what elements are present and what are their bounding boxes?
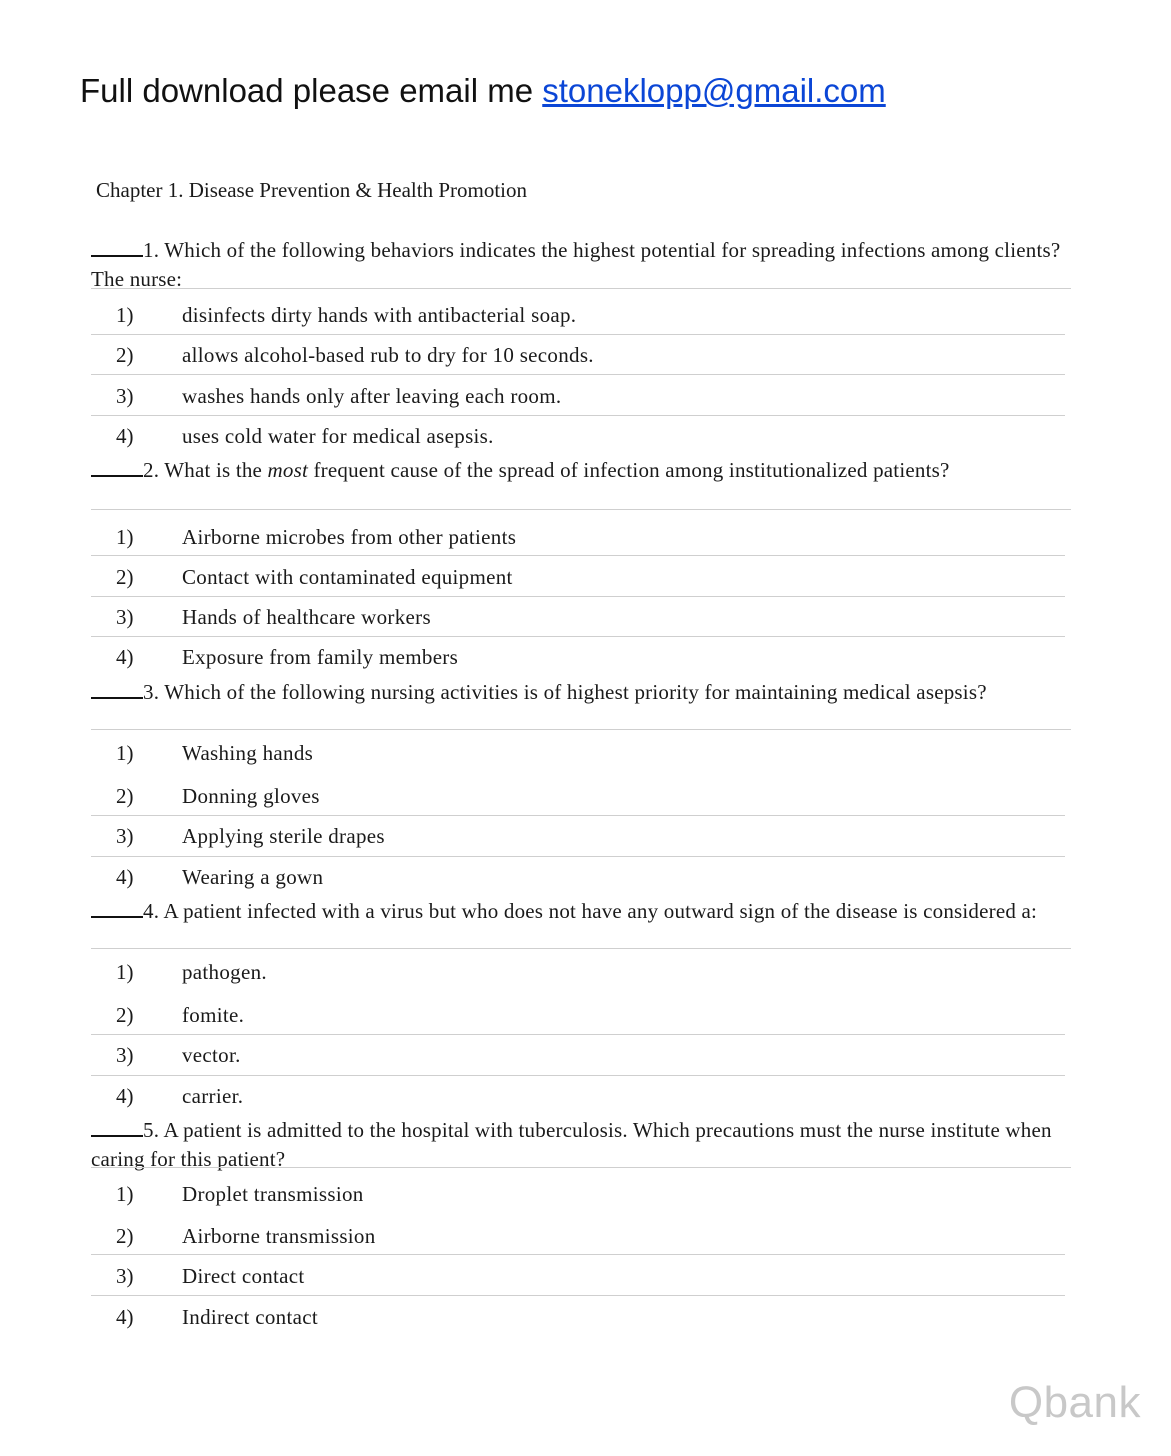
option-number: 1) [116,303,134,327]
option-number: 1) [116,741,134,765]
question-text: A patient is admitted to the hospital with tuberculosis. Which precautions must the nurse institute when caring for this patient? [91,1118,1052,1171]
answer-blank[interactable] [91,897,143,918]
question-2-option-2[interactable] [91,557,1065,597]
option-text: Airborne microbes from other patients [182,525,517,549]
option-number: 4) [116,424,134,448]
watermark-logo: Qbank [1008,1378,1141,1427]
option-text: allows alcohol-based rub to dry for 10 seconds. [182,343,594,367]
option-number: 3) [116,1043,134,1067]
option-text: Direct contact [182,1264,305,1288]
question-2-option-1[interactable] [91,517,1065,557]
option-text: uses cold water for medical asepsis. [182,424,494,448]
question-5-option-2[interactable] [91,1216,1065,1256]
question-text: Which of the following behaviors indicates the highest potential for spreading infections among clients? The nurse: [91,238,1061,291]
option-text: fomite. [182,1003,245,1027]
divider [91,509,1071,510]
banner-text: Full download please email me [80,72,543,109]
question-number: 2. [143,458,165,482]
divider [91,1254,1065,1255]
divider [91,288,1071,289]
question-text: A patient infected with a virus but who does not have any outward sign of the disease is considered a: [163,899,1038,923]
question-4-stem [91,897,1076,926]
option-number: 2) [116,784,134,808]
option-number: 1) [116,1182,134,1206]
option-text: vector. [182,1043,241,1067]
question-3-option-3[interactable] [91,816,1065,856]
option-text: Wearing a gown [182,865,324,889]
question-3-option-2[interactable] [91,776,1065,816]
option-text: Droplet transmission [182,1182,364,1206]
option-number: 3) [116,384,134,408]
option-number: 2) [116,343,134,367]
option-number: 2) [116,1224,134,1248]
question-1-option-1[interactable] [91,295,1065,335]
option-number: 4) [116,865,134,889]
option-number: 1) [116,960,134,984]
option-number: 3) [116,824,134,848]
divider [91,948,1071,949]
question-5-option-1[interactable] [91,1174,1065,1214]
question-5-option-4[interactable] [91,1297,1065,1337]
question-1-option-4[interactable] [91,416,1065,456]
option-text: Donning gloves [182,784,320,808]
option-number: 4) [116,1084,134,1108]
divider [91,374,1065,375]
question-number: 4. [143,899,164,923]
option-text: Hands of healthcare workers [182,605,431,629]
answer-blank[interactable] [91,1116,143,1137]
question-4-option-2[interactable] [91,995,1065,1035]
option-text: Applying sterile drapes [182,824,385,848]
question-text-after: frequent cause of the spread of infection among institutionalized patients? [308,458,950,482]
option-text: Washing hands [182,741,314,765]
option-text: Contact with contaminated equipment [182,565,513,589]
option-text: pathogen. [182,960,267,984]
question-5-stem [91,1116,1076,1173]
question-text-before: What is the [164,458,268,482]
option-number: 2) [116,1003,134,1027]
question-3-option-1[interactable] [91,733,1065,773]
answer-blank[interactable] [91,236,143,257]
question-text: Which of the following nursing activities is of highest priority for maintaining medical asepsis? [164,680,987,704]
question-3-option-4[interactable] [91,857,1065,897]
divider [91,555,1065,556]
question-number: 1. [143,238,165,262]
divider [91,729,1071,730]
chapter-title: Chapter 1. Disease Prevention & Health Promotion [96,178,528,202]
question-3-stem [91,678,1076,707]
answer-blank[interactable] [91,456,143,477]
option-text: disinfects dirty hands with antibacterial soap. [182,303,577,327]
question-number: 3. [143,680,165,704]
option-number: 3) [116,605,134,629]
question-1-option-3[interactable] [91,376,1065,416]
question-2-option-4[interactable] [91,637,1065,677]
option-number: 4) [116,1305,134,1329]
question-4-option-4[interactable] [91,1076,1065,1116]
option-text: Exposure from family members [182,645,459,669]
option-number: 1) [116,525,134,549]
question-5-option-3[interactable] [91,1256,1065,1296]
question-2-stem [91,456,1076,485]
option-text: Airborne transmission [182,1224,376,1248]
email-link[interactable]: stoneklopp@gmail.com [542,72,886,109]
question-1-stem [91,236,1076,293]
question-2-option-3[interactable] [91,597,1065,637]
question-4-option-3[interactable] [91,1035,1065,1075]
divider [91,1167,1071,1168]
question-number: 5. [143,1118,164,1142]
option-text: washes hands only after leaving each room. [182,384,562,408]
download-banner [80,72,886,110]
question-text-emphasis: most [267,458,309,482]
option-text: carrier. [182,1084,244,1108]
option-number: 4) [116,645,134,669]
option-text: Indirect contact [182,1305,318,1329]
answer-blank[interactable] [91,678,143,699]
question-1-option-2[interactable] [91,335,1065,375]
divider [91,1295,1065,1296]
option-number: 2) [116,565,134,589]
question-4-option-1[interactable] [91,952,1065,992]
option-number: 3) [116,1264,134,1288]
